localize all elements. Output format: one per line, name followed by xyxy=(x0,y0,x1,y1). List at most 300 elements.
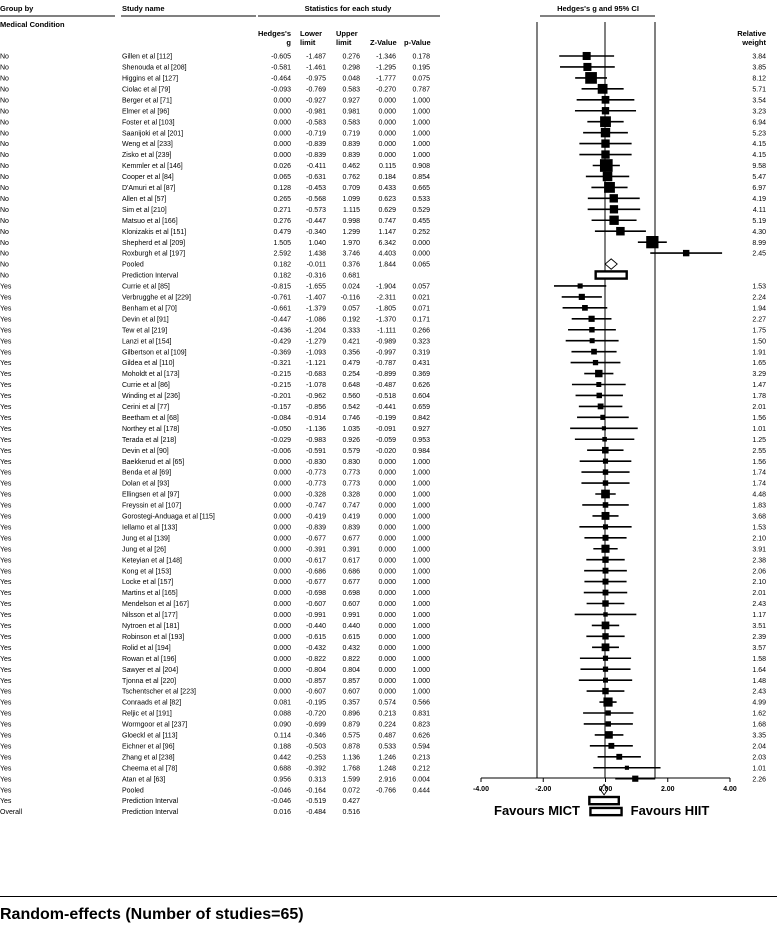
row-z: 0.000 xyxy=(378,141,396,149)
row-group: Yes xyxy=(0,677,12,685)
row-study: Gillen et al [112] xyxy=(122,53,173,61)
row-weight: 2.06 xyxy=(752,568,766,576)
row-weight: 3.29 xyxy=(752,371,766,379)
effect-square xyxy=(603,535,609,541)
row-hedges-g: 0.000 xyxy=(273,579,291,587)
row-lower: -0.607 xyxy=(306,601,326,609)
row-group: No xyxy=(0,119,9,127)
row-hedges-g: 0.000 xyxy=(273,568,291,576)
row-lower: -1.086 xyxy=(306,316,326,324)
row-group: Yes xyxy=(0,425,12,433)
row-lower: -0.411 xyxy=(306,163,326,171)
row-group: Yes xyxy=(0,710,12,718)
forest-rows xyxy=(0,52,766,816)
row-weight: 5.71 xyxy=(752,86,766,94)
row-group: Yes xyxy=(0,360,12,368)
axis-tick-label: -4.00 xyxy=(473,786,489,793)
row-p: 1.000 xyxy=(412,655,430,663)
row-weight: 8.99 xyxy=(752,239,766,247)
row-p: 0.319 xyxy=(412,349,430,357)
row-upper: 0.479 xyxy=(342,360,360,368)
row-group: Yes xyxy=(0,480,12,488)
row-p: 0.787 xyxy=(412,86,430,94)
effect-square xyxy=(606,721,611,726)
effect-square xyxy=(583,52,591,60)
effect-square xyxy=(602,600,608,606)
row-lower: -1.461 xyxy=(306,64,326,72)
row-lower: -0.503 xyxy=(306,743,326,751)
row-weight: 1.47 xyxy=(752,382,766,390)
row-study: Iellamo et al [133] xyxy=(122,524,178,532)
effect-square xyxy=(608,743,614,749)
row-study: Winding et al [236] xyxy=(122,393,180,401)
row-weight: 4.99 xyxy=(752,699,766,707)
row-hedges-g: 0.000 xyxy=(273,513,291,521)
row-study: Gilbertson et al [109] xyxy=(122,349,187,357)
favours-right-label: Favours HIIT xyxy=(630,803,710,818)
effect-square xyxy=(625,766,629,770)
row-weight: 1.75 xyxy=(752,327,766,335)
effect-square xyxy=(603,469,608,474)
row-weight: 2.39 xyxy=(752,633,766,641)
row-z: 0.000 xyxy=(378,590,396,598)
row-upper: 0.560 xyxy=(342,393,360,401)
row-z: 0.115 xyxy=(379,163,396,171)
row-lower: -1.279 xyxy=(306,338,326,346)
row-upper: 0.879 xyxy=(342,721,360,729)
row-p: 0.431 xyxy=(412,360,430,368)
row-group: Yes xyxy=(0,338,12,346)
row-group: No xyxy=(0,152,9,160)
effect-square xyxy=(610,194,618,202)
row-p: 0.626 xyxy=(412,732,430,740)
header-hedges-line1: Hedges's xyxy=(257,29,291,38)
row-weight: 8.12 xyxy=(752,75,766,83)
row-upper: 0.192 xyxy=(342,316,360,324)
row-group: No xyxy=(0,228,9,236)
row-group: Yes xyxy=(0,393,12,401)
effect-square xyxy=(600,415,605,420)
row-p: 1.000 xyxy=(412,666,430,674)
row-p: 1.000 xyxy=(412,677,430,685)
row-weight: 4.48 xyxy=(752,491,766,499)
row-z: 6.342 xyxy=(378,239,396,247)
row-study: Allen et al [57] xyxy=(122,195,167,203)
row-z: -1.370 xyxy=(376,316,396,324)
row-group: No xyxy=(0,217,9,225)
effect-square xyxy=(585,72,597,84)
row-p: 0.000 xyxy=(412,250,430,258)
row-p: 0.842 xyxy=(412,414,430,422)
row-hedges-g: 0.182 xyxy=(273,261,291,269)
prediction-interval-bar xyxy=(590,808,621,815)
row-upper: 0.419 xyxy=(342,513,360,521)
row-study: Sim et al [210] xyxy=(122,206,167,214)
row-weight: 2.03 xyxy=(752,754,766,762)
row-upper: 0.432 xyxy=(342,644,360,652)
row-p: 0.953 xyxy=(412,436,430,444)
row-lower: -0.747 xyxy=(306,502,326,510)
row-lower: -0.453 xyxy=(306,185,326,192)
row-z: 4.403 xyxy=(378,250,396,258)
row-p: 0.529 xyxy=(412,206,430,214)
row-group: Yes xyxy=(0,633,12,641)
row-weight: 3.35 xyxy=(752,732,766,740)
row-upper: 0.839 xyxy=(342,524,360,532)
row-weight: 4.19 xyxy=(752,195,766,203)
row-group: Yes xyxy=(0,513,12,521)
row-hedges-g: 0.000 xyxy=(273,633,291,641)
row-p: 0.659 xyxy=(412,404,430,411)
row-z: 0.184 xyxy=(378,174,396,182)
row-upper: 0.830 xyxy=(342,458,360,466)
row-upper: 0.057 xyxy=(342,305,360,313)
effect-square xyxy=(595,370,602,377)
row-hedges-g: 0.479 xyxy=(273,228,291,236)
row-study: Currie et al [86] xyxy=(122,382,170,390)
row-hedges-g: -0.429 xyxy=(271,338,291,346)
row-hedges-g: 0.265 xyxy=(273,195,291,203)
row-lower: -0.607 xyxy=(306,688,326,696)
effect-square xyxy=(609,216,618,225)
row-z: 0.000 xyxy=(378,655,396,663)
row-p: 0.831 xyxy=(412,710,430,718)
row-study: Robinson et al [193] xyxy=(122,633,185,641)
row-lower: -0.962 xyxy=(306,393,326,401)
row-p: 0.075 xyxy=(412,75,430,83)
row-weight: 2.10 xyxy=(752,535,766,543)
row-study: Keteyian et al [148] xyxy=(122,557,182,565)
effect-square xyxy=(597,393,602,398)
row-hedges-g: -0.046 xyxy=(271,787,291,795)
effect-square xyxy=(603,678,608,683)
effect-square xyxy=(602,688,608,694)
row-upper: 0.747 xyxy=(342,502,360,510)
row-hedges-g: -0.321 xyxy=(271,360,291,368)
effect-square xyxy=(588,316,594,322)
axis-tick-label: 0.00 xyxy=(598,786,613,793)
row-lower: -0.253 xyxy=(306,754,326,762)
row-p: 0.594 xyxy=(412,743,430,751)
row-hedges-g: -0.447 xyxy=(271,316,291,324)
row-lower: -0.519 xyxy=(306,798,326,806)
row-hedges-g: 0.000 xyxy=(273,152,291,160)
row-p: 0.071 xyxy=(412,305,430,313)
row-lower: -1.078 xyxy=(306,382,326,390)
row-weight: 1.56 xyxy=(752,414,766,422)
row-upper: 0.357 xyxy=(342,699,360,707)
header-ci: Hedges's g and 95% CI xyxy=(557,4,639,13)
row-upper: 1.115 xyxy=(343,206,360,214)
row-group: Yes xyxy=(0,447,12,455)
row-group: Yes xyxy=(0,283,12,291)
row-group: Yes xyxy=(0,458,12,466)
row-weight: 3.91 xyxy=(752,546,766,554)
row-study: Jung et al [139] xyxy=(122,535,170,543)
row-p: 1.000 xyxy=(412,458,430,466)
row-upper: 0.648 xyxy=(342,382,360,390)
row-group: Yes xyxy=(0,787,12,795)
row-p: 1.000 xyxy=(412,546,430,554)
row-hedges-g: 0.000 xyxy=(273,601,291,609)
effect-square xyxy=(583,63,591,71)
row-weight: 1.64 xyxy=(752,666,766,674)
row-weight: 4.15 xyxy=(752,141,766,149)
row-study: Cheema et al [78] xyxy=(122,765,178,773)
row-lower: -0.419 xyxy=(306,513,326,521)
row-group: No xyxy=(0,86,9,94)
row-group: Yes xyxy=(0,590,12,598)
row-hedges-g: 0.442 xyxy=(273,754,291,762)
row-p: 0.908 xyxy=(412,163,430,171)
row-upper: 0.579 xyxy=(342,447,360,455)
row-z: 1.844 xyxy=(378,261,396,269)
row-hedges-g: 0.956 xyxy=(273,776,291,784)
effect-square xyxy=(601,150,609,158)
row-upper: 1.970 xyxy=(342,239,360,247)
row-weight: 1.74 xyxy=(752,469,766,477)
effect-square xyxy=(603,667,608,672)
effect-square xyxy=(603,172,613,182)
row-weight: 1.48 xyxy=(752,677,766,685)
row-z: -1.777 xyxy=(376,75,396,83)
row-z: 0.000 xyxy=(378,623,396,630)
row-z: 0.000 xyxy=(378,535,396,543)
row-lower: -0.346 xyxy=(306,732,326,740)
row-upper: 0.719 xyxy=(342,130,360,138)
row-weight: 3.85 xyxy=(752,64,766,72)
effect-square xyxy=(632,776,638,782)
row-weight: 2.01 xyxy=(752,590,766,598)
row-upper: 0.677 xyxy=(342,579,360,587)
row-weight: 3.51 xyxy=(752,623,766,630)
effect-square xyxy=(578,283,583,288)
row-lower: -0.484 xyxy=(306,809,326,817)
prediction-interval-bar xyxy=(596,271,627,278)
row-study: Pooled xyxy=(122,261,144,269)
header-weight-line1: Relative xyxy=(737,29,766,38)
row-upper: 0.276 xyxy=(342,53,360,61)
row-study: Lanzi et al [154] xyxy=(122,338,172,346)
effect-square xyxy=(646,236,658,248)
row-weight: 3.84 xyxy=(752,53,766,61)
row-lower: -0.631 xyxy=(306,174,326,182)
axis-tick-label: 4.00 xyxy=(723,786,737,793)
row-hedges-g: -0.605 xyxy=(271,53,291,61)
axis-tick-label: -2.00 xyxy=(535,786,552,793)
row-study: Pooled xyxy=(122,787,144,795)
row-z: 0.000 xyxy=(378,469,396,477)
row-weight: 1.83 xyxy=(752,502,766,510)
row-group: Yes xyxy=(0,502,12,510)
row-p: 0.000 xyxy=(412,239,430,247)
row-weight: 2.01 xyxy=(752,404,766,411)
row-hedges-g: 0.000 xyxy=(273,469,291,477)
header-upper-line2: limit xyxy=(336,38,352,47)
row-group: Yes xyxy=(0,436,12,444)
row-upper: 0.333 xyxy=(342,327,360,335)
row-study: Benda et al [69] xyxy=(122,469,172,477)
row-upper: 0.857 xyxy=(342,677,360,685)
row-weight: 4.11 xyxy=(752,206,766,214)
row-hedges-g: 0.000 xyxy=(273,458,291,466)
row-z: 0.000 xyxy=(378,524,396,532)
row-study: Saanijoki et al [201] xyxy=(122,130,184,138)
row-lower: -0.615 xyxy=(306,633,326,641)
row-upper: 0.583 xyxy=(342,119,360,127)
row-group: Yes xyxy=(0,688,12,696)
row-upper: 0.804 xyxy=(342,666,360,674)
row-upper: 0.677 xyxy=(342,535,360,543)
row-lower: -0.164 xyxy=(306,787,326,795)
row-hedges-g: 0.000 xyxy=(273,546,291,554)
row-study: Cooper et al [84] xyxy=(122,174,174,182)
row-group: Yes xyxy=(0,316,12,324)
row-study: Kong et al [153] xyxy=(122,568,172,576)
row-z: 0.000 xyxy=(378,633,396,641)
row-p: 1.000 xyxy=(412,480,430,488)
row-study: Wormgoor et al [237] xyxy=(122,721,188,729)
row-lower: -0.316 xyxy=(306,272,326,280)
effect-square xyxy=(604,182,615,193)
row-study: Prediction Interval xyxy=(122,798,179,806)
row-z: -2.311 xyxy=(376,294,396,302)
effect-square xyxy=(600,116,611,127)
row-p: 1.000 xyxy=(412,579,430,587)
row-lower: -1.487 xyxy=(306,53,326,61)
row-study: Foster et al [103] xyxy=(122,119,175,127)
row-upper: 1.299 xyxy=(342,228,360,236)
row-weight: 1.01 xyxy=(752,425,766,433)
row-study: Weng et al [233] xyxy=(122,141,173,149)
row-study: Beetham et al [68] xyxy=(122,414,179,422)
row-hedges-g: 0.088 xyxy=(273,710,291,718)
row-study: Baekkerud et al [65] xyxy=(122,458,185,466)
row-z: 0.000 xyxy=(378,502,396,510)
row-upper: 0.773 xyxy=(342,480,360,488)
row-p: 0.178 xyxy=(412,53,430,61)
row-z: -0.091 xyxy=(376,425,396,433)
row-p: 1.000 xyxy=(412,688,430,696)
row-p: 0.252 xyxy=(412,228,430,236)
row-lower: -0.839 xyxy=(306,141,326,149)
row-upper: 0.516 xyxy=(342,809,360,817)
row-weight: 5.19 xyxy=(752,217,766,225)
row-lower: -0.683 xyxy=(306,371,326,379)
row-weight: 2.55 xyxy=(752,447,766,455)
row-lower: -0.392 xyxy=(306,765,326,773)
row-group: Yes xyxy=(0,557,12,565)
row-lower: -0.857 xyxy=(306,677,326,685)
row-upper: 1.035 xyxy=(342,425,360,433)
effect-square xyxy=(601,545,609,553)
row-lower: -0.698 xyxy=(306,590,326,598)
row-study: Benham et al [70] xyxy=(122,305,177,313)
row-p: 1.000 xyxy=(412,601,430,609)
row-z: 0.000 xyxy=(378,480,396,488)
row-upper: 0.991 xyxy=(342,612,360,620)
row-group: Yes xyxy=(0,469,12,477)
row-p: 0.533 xyxy=(412,195,430,203)
effect-square xyxy=(605,731,613,739)
row-lower: 1.040 xyxy=(308,239,326,247)
row-lower: -0.804 xyxy=(306,666,326,674)
row-study: Zisko et al [239] xyxy=(122,152,172,160)
row-z: 0.000 xyxy=(378,579,396,587)
effect-square xyxy=(590,338,595,343)
row-p: 0.854 xyxy=(412,174,430,182)
effect-square xyxy=(602,557,608,563)
row-lower: -1.379 xyxy=(306,305,326,313)
row-lower: -1.655 xyxy=(306,283,326,291)
row-upper: 0.926 xyxy=(342,436,360,444)
row-hedges-g: -0.661 xyxy=(271,305,291,313)
row-upper: 0.421 xyxy=(342,338,360,346)
effect-square xyxy=(603,459,608,464)
row-hedges-g: 0.188 xyxy=(273,743,291,751)
axis-tick-label: 2.00 xyxy=(660,786,675,793)
header-z: Z-Value xyxy=(370,38,397,47)
row-upper: 0.878 xyxy=(342,743,360,751)
row-p: 0.213 xyxy=(412,754,430,762)
row-z: -0.997 xyxy=(376,349,396,357)
row-hedges-g: -0.436 xyxy=(271,327,291,335)
prediction-interval-bar xyxy=(589,797,618,804)
row-z: 0.000 xyxy=(378,97,396,105)
row-lower: -0.011 xyxy=(306,261,326,269)
row-hedges-g: 0.688 xyxy=(273,765,291,773)
row-z: -0.270 xyxy=(376,86,396,94)
effect-square xyxy=(603,590,609,596)
row-study: Gorostegi-Anduaga et al [115] xyxy=(122,513,215,521)
effect-square xyxy=(602,447,609,454)
row-p: 1.000 xyxy=(412,491,430,499)
row-p: 1.000 xyxy=(412,152,430,160)
effect-square xyxy=(603,579,609,585)
row-group: No xyxy=(0,53,9,61)
row-hedges-g: -0.046 xyxy=(271,798,291,806)
row-p: 0.065 xyxy=(412,261,430,269)
row-lower: -1.136 xyxy=(306,425,326,433)
row-study: Conraads et al [82] xyxy=(122,699,182,707)
row-z: 0.000 xyxy=(378,458,396,466)
row-upper: 0.998 xyxy=(342,217,360,225)
row-z: 0.000 xyxy=(378,666,396,674)
pooled-diamond xyxy=(605,259,617,269)
row-group: Yes xyxy=(0,655,12,663)
row-p: 0.171 xyxy=(412,316,430,324)
row-z: 0.000 xyxy=(378,688,396,696)
header-lower-line1: Lower xyxy=(300,29,323,38)
row-group: No xyxy=(0,206,9,214)
header-lower-line2: limit xyxy=(300,38,316,47)
row-upper: 0.462 xyxy=(342,163,360,171)
row-hedges-g: 0.000 xyxy=(273,502,291,510)
effect-square xyxy=(603,502,609,508)
row-study: Jung et al [26] xyxy=(122,546,166,554)
row-upper: 0.773 xyxy=(342,469,360,477)
row-lower: -0.975 xyxy=(306,75,326,83)
row-group: No xyxy=(0,250,9,258)
row-study: D'Amuri et al [87] xyxy=(122,185,176,192)
row-group: No xyxy=(0,174,9,182)
row-lower: -0.983 xyxy=(306,436,326,444)
effect-square xyxy=(603,612,607,616)
row-hedges-g: -0.157 xyxy=(271,404,291,411)
row-upper: 0.981 xyxy=(342,108,360,116)
row-group: No xyxy=(0,185,9,192)
row-weight: 2.45 xyxy=(752,250,766,258)
